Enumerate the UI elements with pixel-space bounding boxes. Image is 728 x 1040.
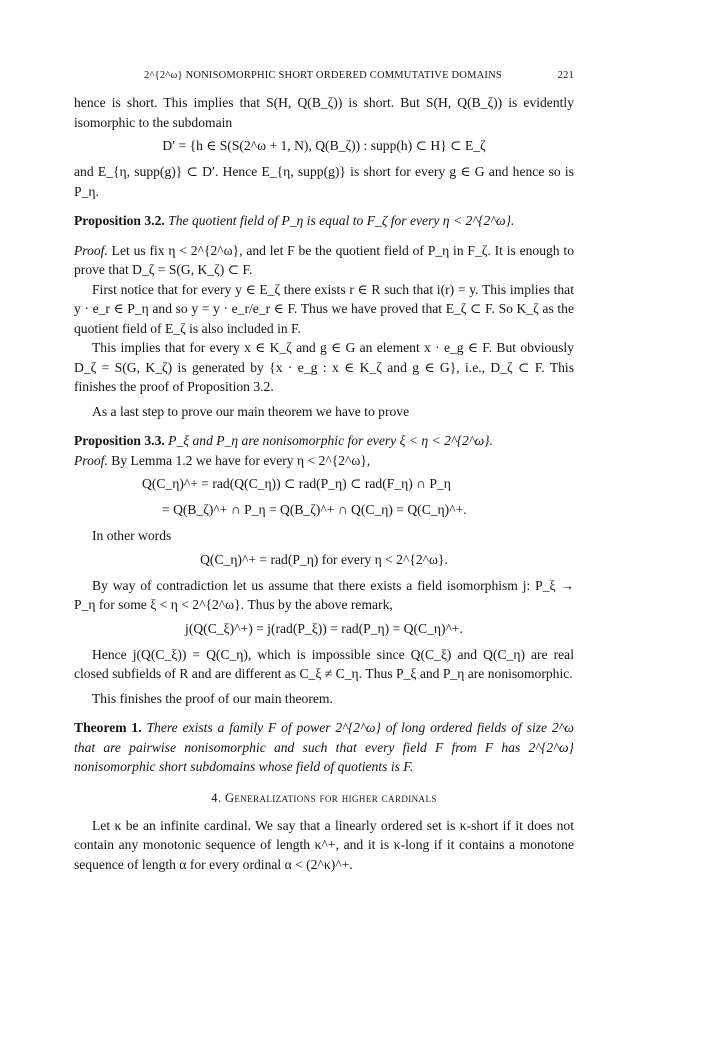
paragraph: First notice that for every y ∈ E_ζ there exists r ∈ R such that i(r) = y. This implies that y · e_r ∈ P_η and so y = y · e_r/e_r ∈ F. Thus we have proved that E_ζ ⊂ F. So K_ζ as the quotient field of E_ζ is also included in F. (74, 281, 574, 336)
running-title: 2^{2^ω} NONISOMORPHIC SHORT ORDERED COMMUTATIVE DOMAINS (144, 70, 502, 81)
equation: Q(C_η)^+ = rad(P_η) for every η < 2^{2^ω}. (200, 551, 448, 567)
paragraph: This implies that for every x ∈ K_ζ and g ∈ G an element x · e_g ∈ F. But obviously D_ζ = S(G, K_ζ) is generated by {x · e_g : x ∈ K_ζ and g ∈ G}, i.e., D_ζ ⊂ F. This finishes the proof of Proposition 3.2. (74, 340, 574, 394)
proposition-3-2 (74, 211, 574, 231)
paragraph: In other words (92, 528, 172, 543)
proposition-label: Proposition 3.2. (74, 213, 165, 228)
page-number: 221 (557, 70, 574, 81)
equation: = Q(B_ζ)^+ ∩ P_η = Q(B_ζ)^+ ∩ Q(C_η) = Q(C_η)^+. (162, 502, 467, 517)
proof-label: Proof. (74, 242, 108, 258)
proposition-statement: P_ξ and P_η are nonisomorphic for every ξ < η < 2^{2^ω}. (168, 433, 494, 448)
proof-label: Proof. (74, 452, 108, 468)
paragraph: This finishes the proof of our main theorem. (92, 690, 333, 706)
proof-text: Let us fix η < 2^{2^ω}, and let F be the quotient field of P_η in F_ζ. It is enough to prove that D_ζ = S(G, K_ζ) ⊂ F. (74, 242, 574, 277)
paper-page (74, 66, 574, 874)
equation: j(Q(C_ξ)^+) = j(rad(P_ξ)) = rad(P_η) = Q(C_η)^+. (185, 620, 463, 636)
proposition-3-3 (74, 431, 574, 451)
theorem-label: Theorem 1. (74, 720, 142, 735)
equation: D′ = {h ∈ S(S(2^ω + 1, N), Q(B_ζ)) : supp(h) ⊂ H} ⊂ E_ζ (162, 138, 486, 153)
equation: Q(C_η)^+ = rad(Q(C_η)) ⊂ rad(P_η) ⊂ rad(F_η) ∩ P_η (142, 476, 451, 491)
proposition-label: Proposition 3.3. (74, 433, 165, 448)
paragraph: By way of contradiction let us assume that there exists a field isomorphism j: P_ξ → P_η for some ξ < η < 2^{2^ω}. Thus by the above remark, (74, 577, 574, 612)
theorem-statement: There exists a family F of power 2^{2^ω} of long ordered fields of size 2^ω that are pairwise nonisomorphic and such that every field F from F has 2^{2^ω} nonisomorphic short subdomains whose field of quotients is F. (74, 720, 575, 774)
paragraph: Hence j(Q(C_ξ)) = Q(C_η), which is impossible since Q(C_ξ) and Q(C_η) are real closed subfields of R and are different as C_ξ ≠ C_η. Thus P_ξ and P_η are nonisomorphic. (74, 646, 574, 681)
theorem-1 (74, 718, 574, 777)
paragraph: As a last step to prove our main theorem we have to prove (92, 403, 410, 419)
proof-paragraph (74, 451, 574, 471)
proof-paragraph (74, 241, 574, 280)
proof-text: By Lemma 1.2 we have for every η < 2^{2^ω}, (111, 452, 371, 468)
paragraph: and E_{η, supp(g)} ⊂ D′. Hence E_{η, supp(g)} is short for every g ∈ G and hence so is P_η. (74, 164, 574, 199)
paragraph: hence is short. This implies that S(H, Q(B_ζ)) is short. But S(H, Q(B_ζ)) is evidently isomorphic to the subdomain (74, 95, 574, 130)
section-heading: 4. Generalizations for higher cardinals (211, 790, 437, 805)
paragraph: Let κ be an infinite cardinal. We say that a linearly ordered set is κ-short if it does not contain any monotonic sequence of length κ^+, and it is κ-long if it contains a monotone sequence of length α for every ordinal α < (2^κ)^+. (74, 817, 574, 872)
proposition-statement: The quotient field of P_η is equal to F_ζ for every η < 2^{2^ω}. (168, 213, 515, 228)
running-header (74, 66, 574, 88)
